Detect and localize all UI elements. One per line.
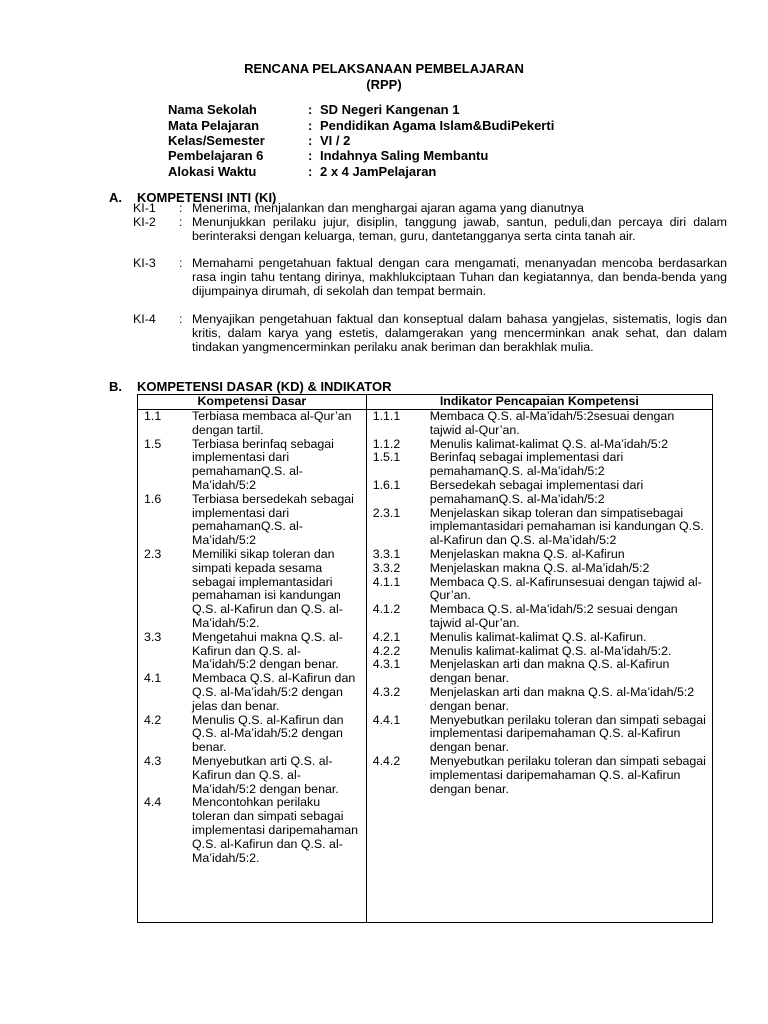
indicator-item (367, 507, 712, 548)
indicator-text: Berinfaq sebagai implementasi dari pemahamanQ.S. al-Ma’idah/5:2 (429, 450, 624, 479)
indicator-number: 4.2.1 (372, 629, 401, 644)
document-subtitle: (RPP) (366, 77, 402, 92)
indicator-text: Bersedekah sebagai implementasi dari pemahamanQ.S. al-Ma’idah/5:2 (429, 477, 644, 506)
kd-column (138, 410, 367, 923)
section-b-letter: B. (109, 379, 122, 394)
identity-colon: : (308, 164, 313, 179)
kd-number: 1.1 (144, 409, 162, 423)
kd-text: Mengetahui makna Q.S. al-Kafirun dan Q.S. al-Ma’idah/5:2 dengan benar. (192, 629, 343, 672)
indicator-number: 1.1.1 (372, 409, 401, 423)
kd-text: Menyebutkan arti Q.S. al-Kafirun dan Q.S. al-Ma’idah/5:2 dengan benar. (192, 753, 339, 796)
indicator-item (367, 410, 712, 438)
kd-item (138, 796, 366, 865)
indicator-text: Menyebutkan perilaku toleran dan simpati sebagai implementasi daripemahaman Q.S. al-Kafirun dengan benar. (429, 712, 706, 755)
indicator-item (367, 438, 712, 452)
document-title: RENCANA PELAKSANAAN PEMBELAJARAN (244, 61, 524, 76)
indicator-text: Menjelaskan arti dan makna Q.S. al-Ma’idah/5:2 dengan benar. (429, 684, 695, 713)
indicator-item (367, 645, 712, 659)
kd-number: 4.3 (144, 753, 162, 768)
kd-text: Menulis Q.S. al-Kafirun dan Q.S. al-Ma’idah/5:2 dengan benar. (192, 712, 344, 755)
identity-label: Mata Pelajaran (168, 118, 260, 133)
indicator-item (367, 548, 712, 562)
kd-number: 3.3 (144, 629, 162, 644)
identity-value: 2 x 4 JamPelajaran (320, 164, 437, 179)
indicator-text: Membaca Q.S. al-Ma’idah/5:2 sesuai dengan tajwid al-Qur’an. (429, 602, 678, 630)
indicator-text: Menjelaskan arti dan makna Q.S. al-Kafirun dengan benar. (429, 657, 670, 686)
ki-text: Memahami pengetahuan faktual dengan cara mengamati, menanyadan mencoba berdasarkan rasa ingin tahu tentang dirinya, makhlukciptaan Tuhan dan kegiatannya, dan benda-benda yang dijumpainya dirumah, di sekolah dan tempat bermain. (192, 256, 727, 298)
kd-item (138, 672, 366, 713)
indicator-item (367, 755, 712, 796)
identity-label: Kelas/Semester (168, 133, 265, 148)
identity-value: VI / 2 (320, 133, 351, 148)
kd-text: Memiliki sikap toleran dan simpati kepada sesama sebagai implemantasidari pemahaman isi kandungan Q.S. al-Kafirun dan Q.S. al-Ma’idah/5:2. (192, 546, 343, 630)
kd-text: Mencontohkan perilaku toleran dan simpati sebagai implementasi daripemahaman Q.S. al-Kafirun dan Q.S. al-Ma’idah/5:2. (192, 795, 358, 865)
kd-item (138, 714, 366, 755)
ki-text: Menyajikan pengetahuan faktual dan konseptual dalam bahasa yangjelas, sistematis, logis dan kritis, dalam karya yang estetis, dalamgerakan yang mencerminkan anak sehat, dan dalam tindakan yangmencerminkan perilaku anak beriman dan berakhlak mulia. (192, 312, 727, 354)
identity-colon: : (308, 148, 313, 163)
indicator-number: 1.6.1 (372, 477, 401, 492)
indicator-item (367, 714, 712, 755)
indicator-item (367, 686, 712, 714)
kd-indicator-table (137, 394, 713, 923)
ki-code: KI-1 (133, 201, 156, 215)
indicator-number: 4.3.2 (372, 684, 401, 699)
indicator-number: 3.3.1 (372, 546, 401, 561)
indicator-text: Menjelaskan makna Q.S. al-Kafirun (429, 546, 625, 561)
kd-item (138, 493, 366, 548)
table-header-row (138, 395, 713, 410)
kd-number: 4.2 (144, 712, 162, 727)
ki-colon: : (179, 312, 183, 326)
section-b-title: KOMPETENSI DASAR (KD) & INDIKATOR (137, 379, 392, 394)
kd-text: Membaca Q.S. al-Kafirun dan Q.S. al-Ma’idah/5:2 dengan jelas dan benar. (192, 671, 356, 713)
identity-value: Pendidikan Agama Islam&BudiPekerti (320, 118, 555, 133)
ki-colon: : (179, 256, 183, 270)
kd-item (138, 410, 366, 438)
indicator-number: 4.4.2 (372, 753, 401, 768)
indicator-text: Menulis kalimat-kalimat Q.S. al-Ma’idah/5:2. (429, 643, 672, 658)
identity-colon: : (308, 118, 313, 133)
identity-label: Alokasi Waktu (168, 164, 257, 179)
identity-value: SD Negeri Kangenan 1 (320, 102, 460, 117)
ki-colon: : (179, 201, 183, 215)
indicator-item (367, 562, 712, 576)
indicator-text: Membaca Q.S. al-Kafirunsesuai dengan tajwid al-Qur’an. (429, 574, 702, 603)
kd-number: 1.5 (144, 436, 162, 451)
indicator-item (367, 658, 712, 686)
kd-number: 4.4 (144, 795, 162, 810)
identity-colon: : (308, 133, 313, 148)
indicator-text: Menulis kalimat-kalimat Q.S. al-Kafirun. (429, 629, 647, 644)
indicator-text: Menjelaskan sikap toleran dan simpatisebagai implemantasidari pemahaman isi kandungan Q.S. al-Kafirun dan Q.S. al-Ma’idah/5:2 (429, 505, 704, 548)
identity-label: Nama Sekolah (168, 102, 257, 117)
indicator-number: 4.1.2 (372, 602, 401, 617)
indicator-number: 1.1.2 (372, 436, 401, 451)
kd-item (138, 438, 366, 493)
indicator-number: 4.2.2 (372, 643, 401, 658)
ki-colon: : (179, 215, 183, 229)
table-body-row (138, 410, 713, 923)
indicator-item (367, 576, 712, 604)
indicator-number: 1.5.1 (372, 450, 401, 465)
identity-label: Pembelajaran 6 (168, 148, 264, 163)
kd-text: Terbiasa bersedekah sebagai implementasi dari pemahamanQ.S. al-Ma’idah/5:2 (192, 491, 354, 548)
indicator-number: 4.1.1 (372, 574, 401, 589)
indicator-text: Membaca Q.S. al-Ma’idah/5:2sesuai dengan tajwid al-Qur’an. (429, 409, 675, 437)
kd-number: 4.1 (144, 671, 162, 686)
indicator-item (367, 631, 712, 645)
section-a-letter: A. (109, 190, 122, 205)
indicator-text: Menulis kalimat-kalimat Q.S. al-Ma’idah/5:2 (429, 436, 668, 451)
indicator-item (367, 479, 712, 507)
indicator-number: 2.3.1 (372, 505, 401, 520)
ki-text: Menunjukkan perilaku jujur, disiplin, tanggung jawab, santun, peduli,dan percaya diri dalam berinteraksi dengan keluarga, teman, guru, dantetangganya serta cinta tanah air. (192, 215, 727, 243)
kd-number: 2.3 (144, 546, 162, 561)
section-a-title: KOMPETENSI INTI (KI) (137, 190, 277, 205)
kd-item (138, 548, 366, 631)
identity-value: Indahnya Saling Membantu (320, 148, 489, 163)
indicator-number: 4.4.1 (372, 712, 401, 727)
indicator-number: 4.3.1 (372, 657, 401, 672)
indicator-number: 3.3.2 (372, 560, 401, 575)
kd-item (138, 755, 366, 796)
indicator-item (367, 603, 712, 631)
identity-colon: : (308, 102, 313, 117)
indicator-text: Menyebutkan perilaku toleran dan simpati sebagai implementasi daripemahaman Q.S. al-Kafirun dengan benar. (429, 753, 706, 796)
ki-code: KI-2 (133, 215, 156, 229)
kd-text: Terbiasa membaca al-Qur’an dengan tartil. (192, 409, 352, 437)
kd-number: 1.6 (144, 491, 162, 506)
ki-code: KI-3 (133, 256, 156, 270)
indicator-item (367, 451, 712, 479)
kd-text: Terbiasa berinfaq sebagai implementasi dari pemahamanQ.S. al-Ma’idah/5:2 (192, 436, 334, 492)
ki-text: Menerima, menjalankan dan menghargai ajaran agama yang dianutnya (192, 201, 584, 215)
indicator-text: Menjelaskan makna Q.S. al-Ma’idah/5:2 (429, 560, 650, 575)
kd-item (138, 631, 366, 672)
ki-code: KI-4 (133, 312, 156, 326)
col-header-indicator: Indikator Pencapaian Kompetensi (366, 395, 712, 410)
indicator-column (366, 410, 712, 923)
col-header-kd: Kompetensi Dasar (138, 395, 367, 410)
